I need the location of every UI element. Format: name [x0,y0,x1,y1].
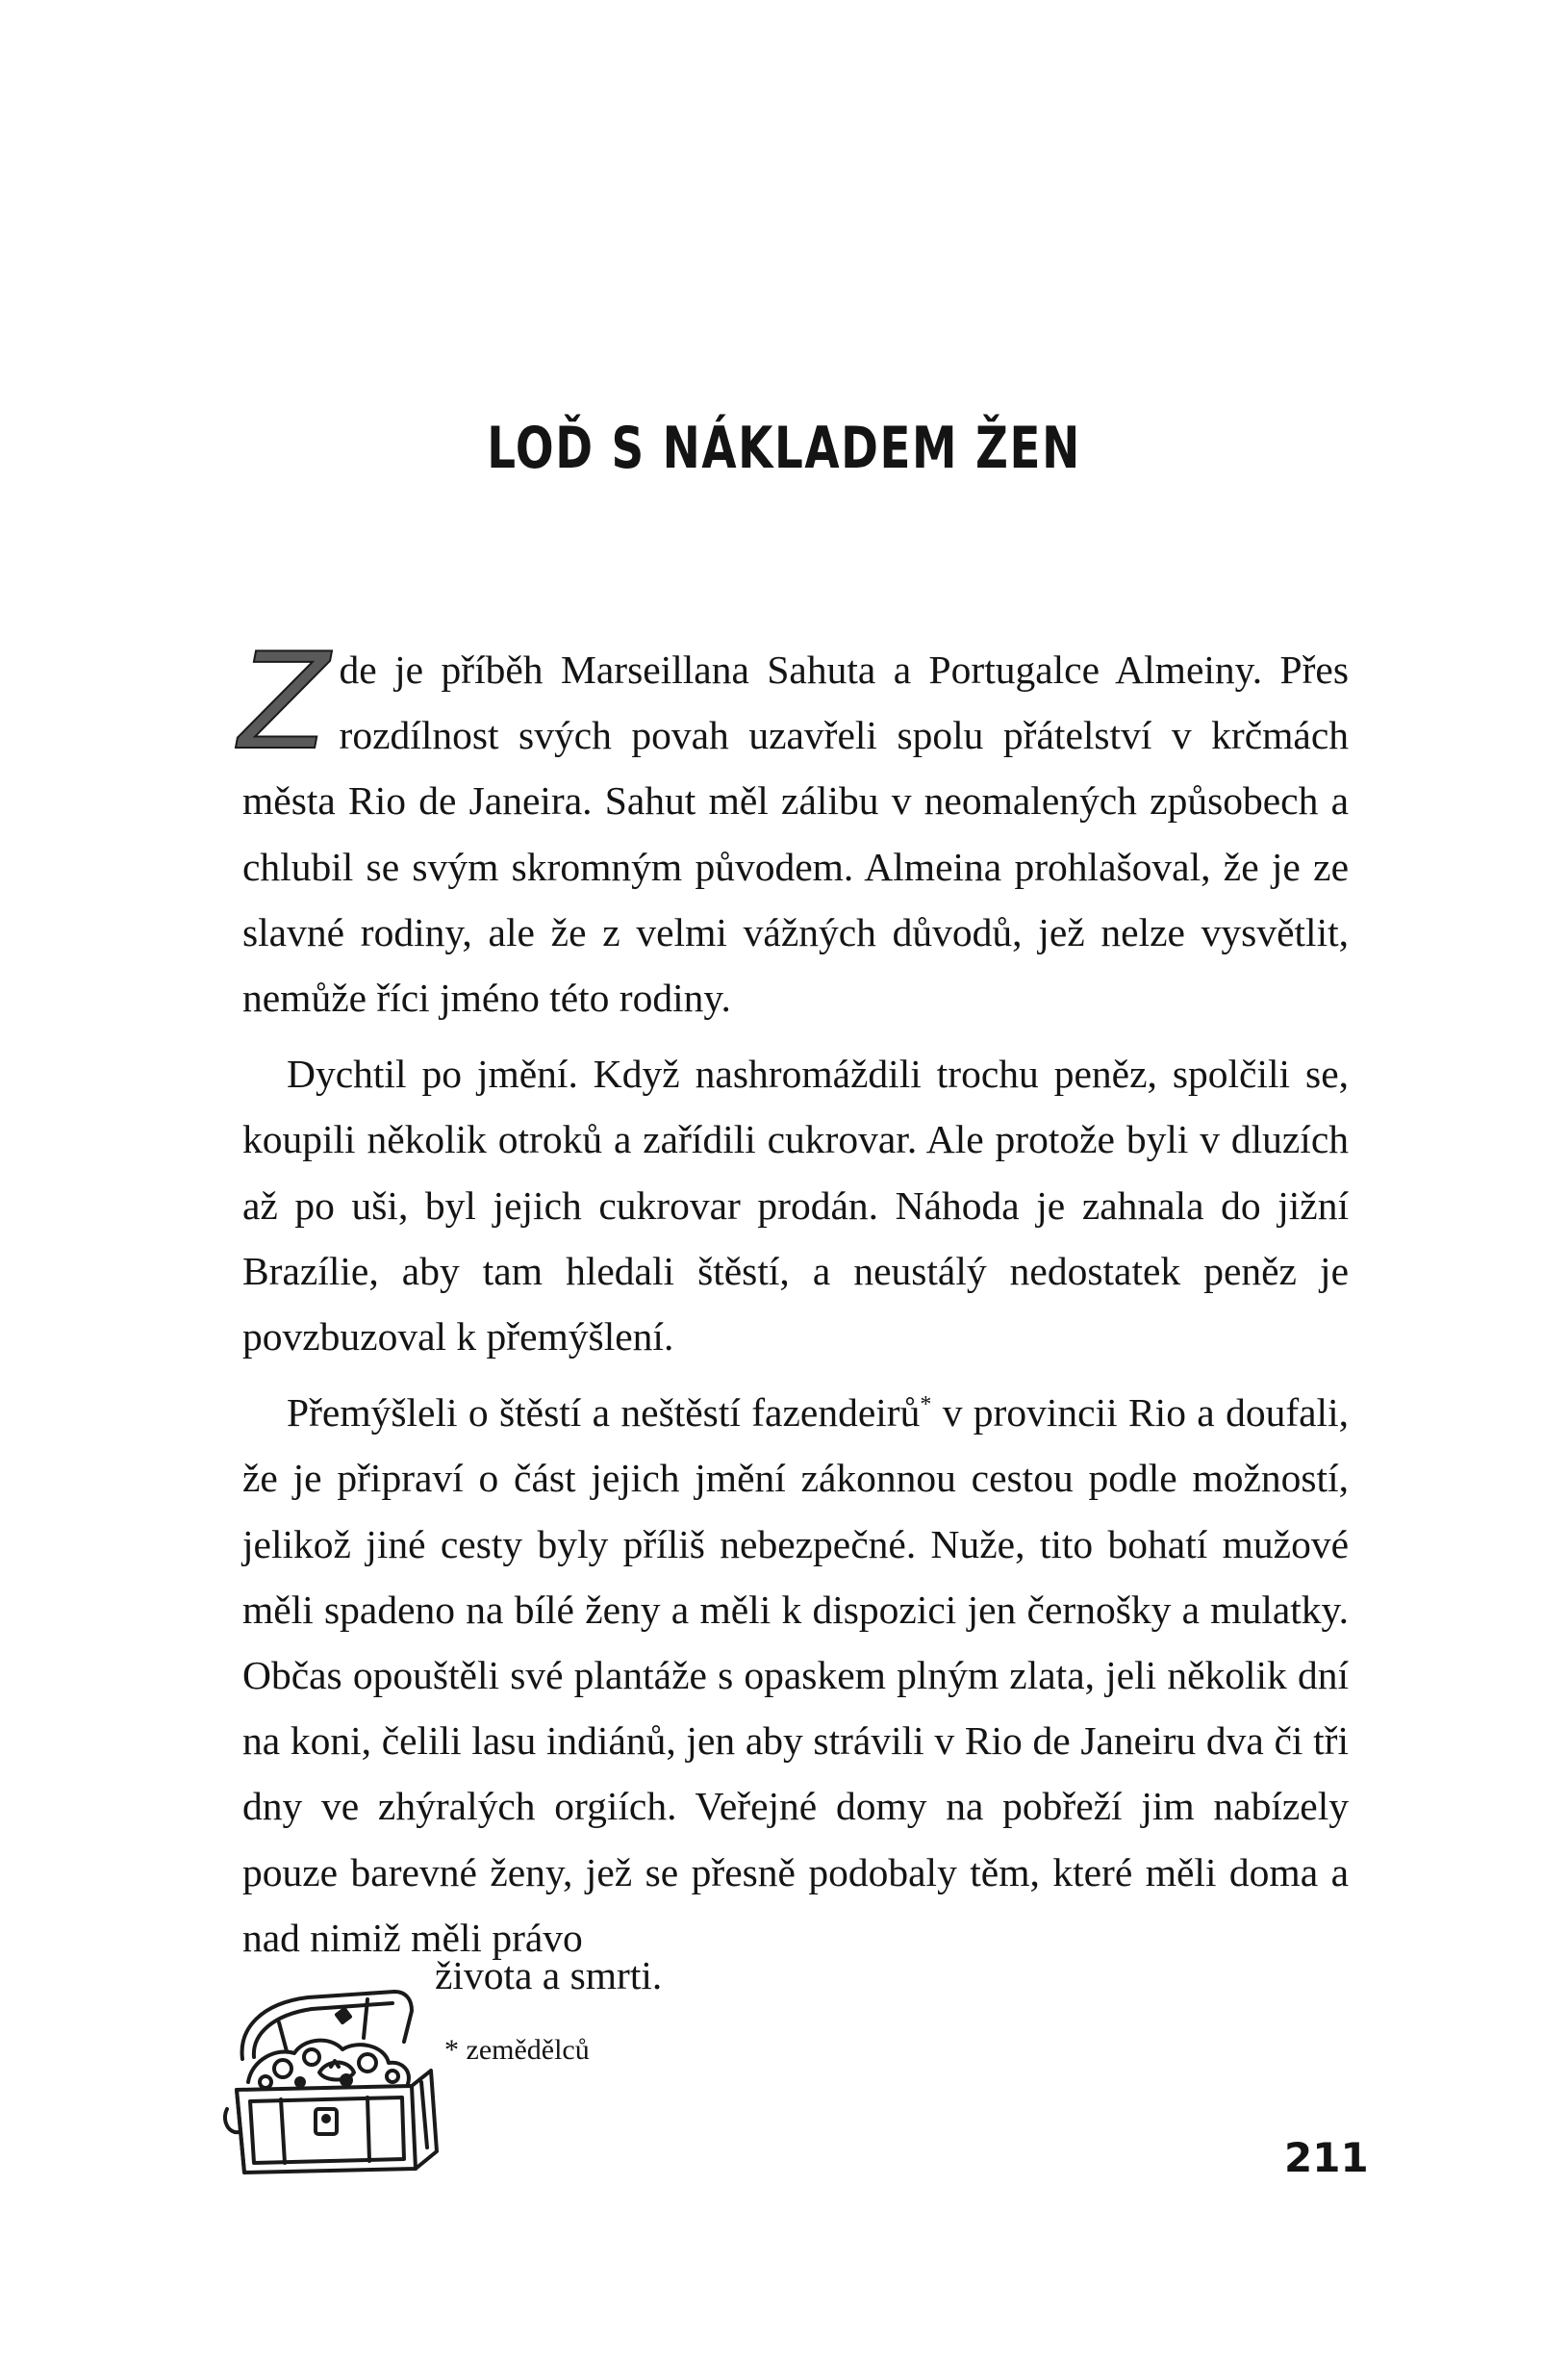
treasure-chest-icon [223,1990,440,2177]
paragraph-3-text-a: Přemýšleli o štěstí a neštěstí fazendeirů [287,1390,921,1436]
footnote: * zemědělců [444,2034,590,2066]
footnote-marker: * [920,1392,932,1418]
page-number: 211 [1284,2134,1369,2181]
paragraph-3 [242,1380,1349,1970]
paragraph-2: Dychtil po jmění. Když nashromáždili trochu peněz, spolčili se, koupili několik otroků a zařídili cukrovar. Ale protože byli v dluzích až po uši, byl jejich cukrovar prodán. Náhoda je zahnala do jižní Brazílie, aby tam hledali štěstí, a neustálý nedostatek peněz je povzbuzoval k přemýšlení. [242,1052,1349,1360]
body-text [239,624,1349,1970]
paragraph-3-last-line: života a smrti. [435,1953,663,1997]
paragraph-1 [239,624,1349,1030]
drop-cap: Z [239,624,330,779]
chapter-title: LOĎ S NÁKLADEM ŽEN [487,415,1081,482]
paragraph-3-text-b: v provincii Rio a doufali, že je připraví o část jejich jmění zákonnou cestou podle možností, jelikož jiné cesty byly příliš nebezpečné. Nuže, tito bohatí mužové měli spadeno na bílé ženy a měli k dispozici jen černošky a mulatky. Občas opouštěli své plantáže s opaskem plným zlata, jeli několik dní na koni, čelili lasu indiánů, jen aby strávili v Rio de Janeiru dva či tři dny ve zhýralých orgiích. Veřejné domy na pobřeží jim nabízely pouze barevné ženy, jež se přesně podobaly těm, které měli doma a nad nimiž měli právo [242,1390,1349,1960]
paragraph-1-text: de je příběh Marseillana Sahuta a Portugalce Almeiny. Přes rozdílnost svých povah uzavřeli spolu přátelství v krčmách města Rio de Janeira. Sahut měl zálibu v neomalených způsobech a chlubil se svým skromným původem. Almeina prohlašoval, že je ze slavné rodiny, ale že z velmi vážných důvodů, jež nelze vysvětlit, nemůže říci jméno této rodiny. [242,648,1349,1021]
